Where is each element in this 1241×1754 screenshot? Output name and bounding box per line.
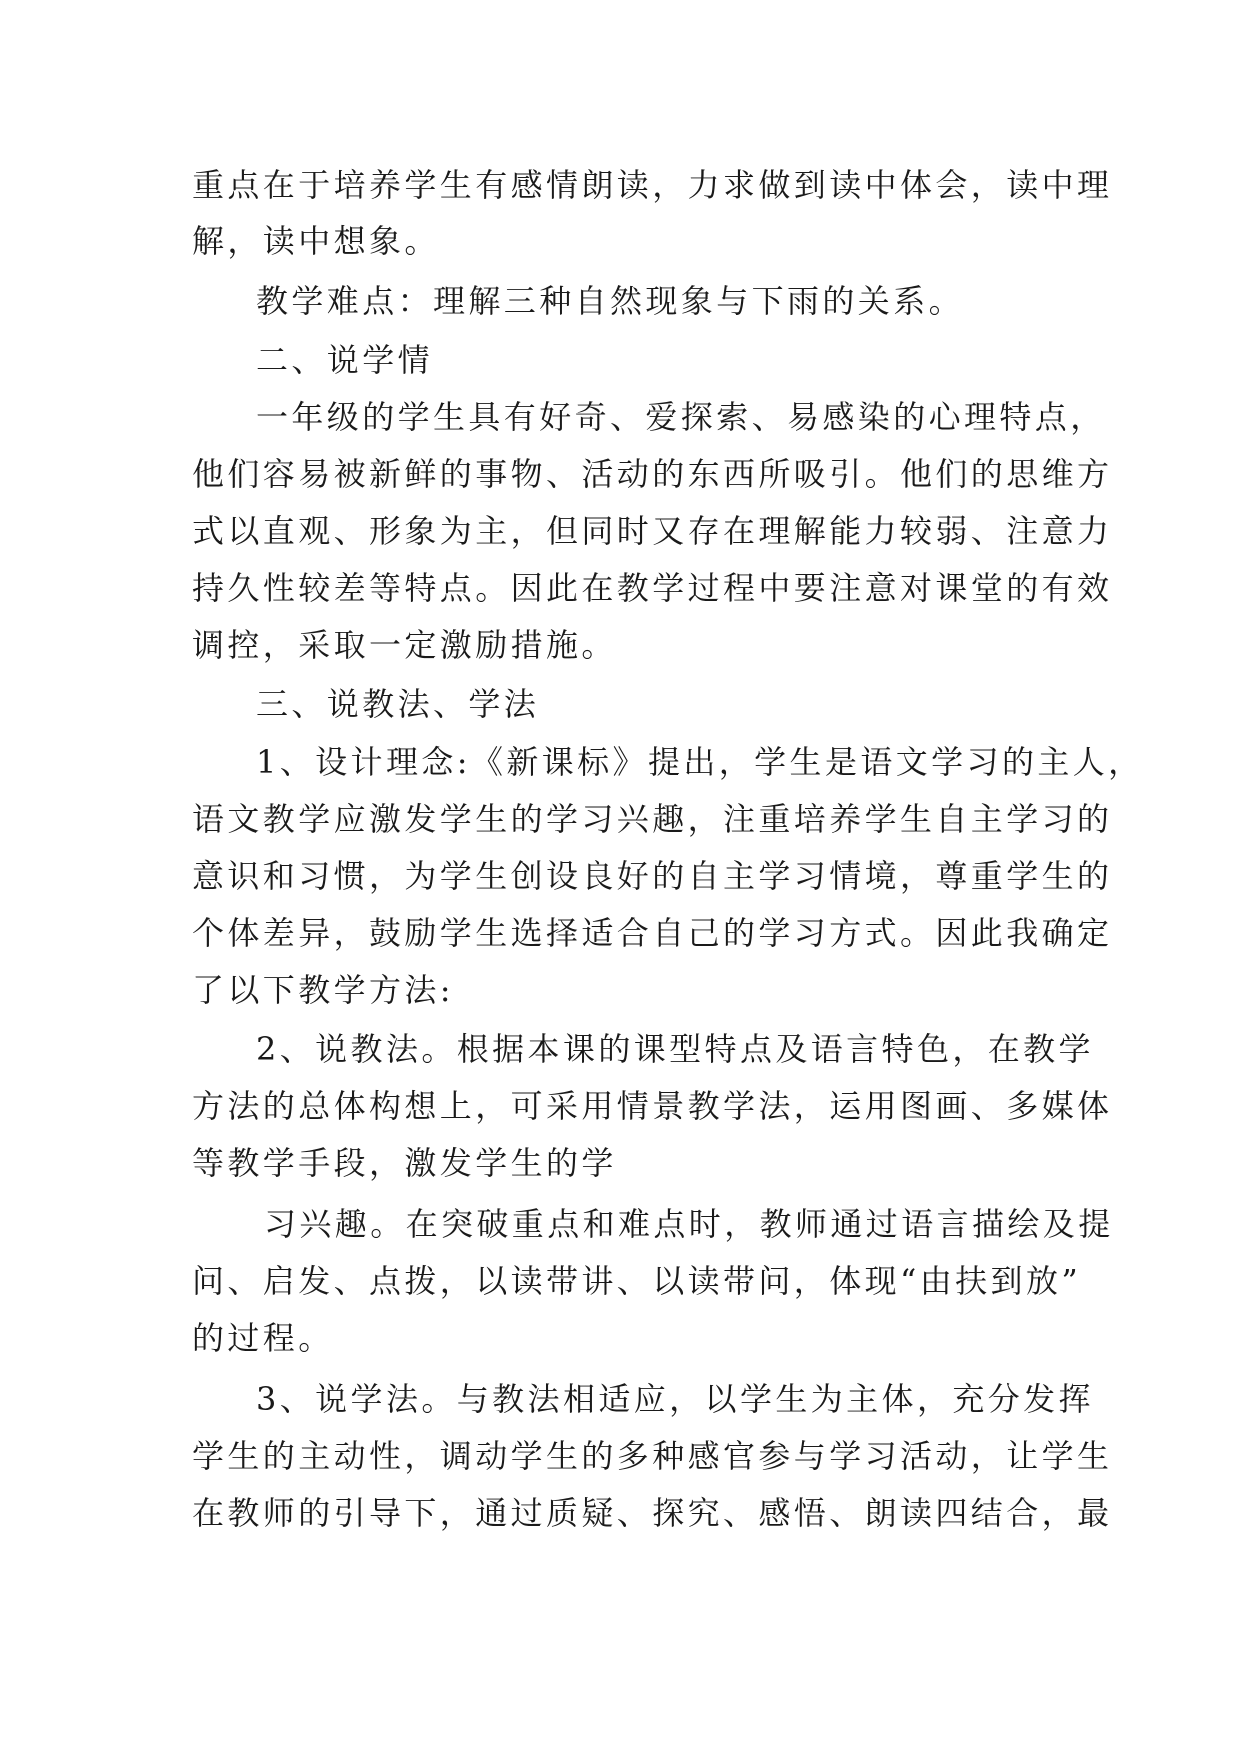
text-line: 调控，采取一定激励措施。 (192, 626, 617, 664)
text-line: 2、说教法。根据本课的课型特点及语言特色，在教学 (256, 1030, 1094, 1068)
text-line: 问、启发、点拨，以读带讲、以读带问，体现“由扶到放” (192, 1262, 1082, 1300)
text-line: 在教师的引导下，通过质疑、探究、感悟、朗读四结合，最 (192, 1494, 1113, 1532)
text-line: 持久性较差等特点。因此在教学过程中要注意对课堂的有效 (192, 569, 1113, 607)
text-line: 式以直观、形象为主，但同时又存在理解能力较弱、注意力 (192, 512, 1113, 550)
text-line: 3、说学法。与教法相适应，以学生为主体，充分发挥 (256, 1380, 1094, 1418)
text-line: 的过程。 (192, 1319, 334, 1357)
text-line: 习兴趣。在突破重点和难点时，教师通过语言描绘及提 (264, 1205, 1114, 1243)
text-line: 个体差异，鼓励学生选择适合自己的学习方式。因此我确定 (192, 914, 1113, 952)
text-line: 了以下教学方法: (192, 971, 454, 1009)
text-line: 教学难点：理解三种自然现象与下雨的关系。 (256, 282, 965, 320)
text-line: 意识和习惯，为学生创设良好的自主学习情境，尊重学生的 (192, 857, 1113, 895)
text-line: 方法的总体构想上，可采用情景教学法，运用图画、多媒体 (192, 1087, 1113, 1125)
section-heading: 二、说学情 (256, 341, 434, 379)
section-heading: 三、说教法、学法 (256, 685, 540, 723)
text-line: 他们容易被新鲜的事物、活动的东西所吸引。他们的思维方 (192, 455, 1113, 493)
text-line: 一年级的学生具有好奇、爱探索、易感染的心理特点， (256, 398, 1106, 436)
text-line: 解，读中想象。 (192, 222, 440, 260)
text-line: 学生的主动性，调动学生的多种感官参与学习活动，让学生 (192, 1437, 1113, 1475)
text-line: 语文教学应激发学生的学习兴趣，注重培养学生自主学习的 (192, 800, 1113, 838)
text-line: 等教学手段，激发学生的学 (192, 1144, 617, 1182)
text-line: 重点在于培养学生有感情朗读，力求做到读中体会，读中理 (192, 166, 1113, 204)
text-line: 1、设计理念:《新课标》提出，学生是语文学习的主人， (256, 743, 1144, 781)
